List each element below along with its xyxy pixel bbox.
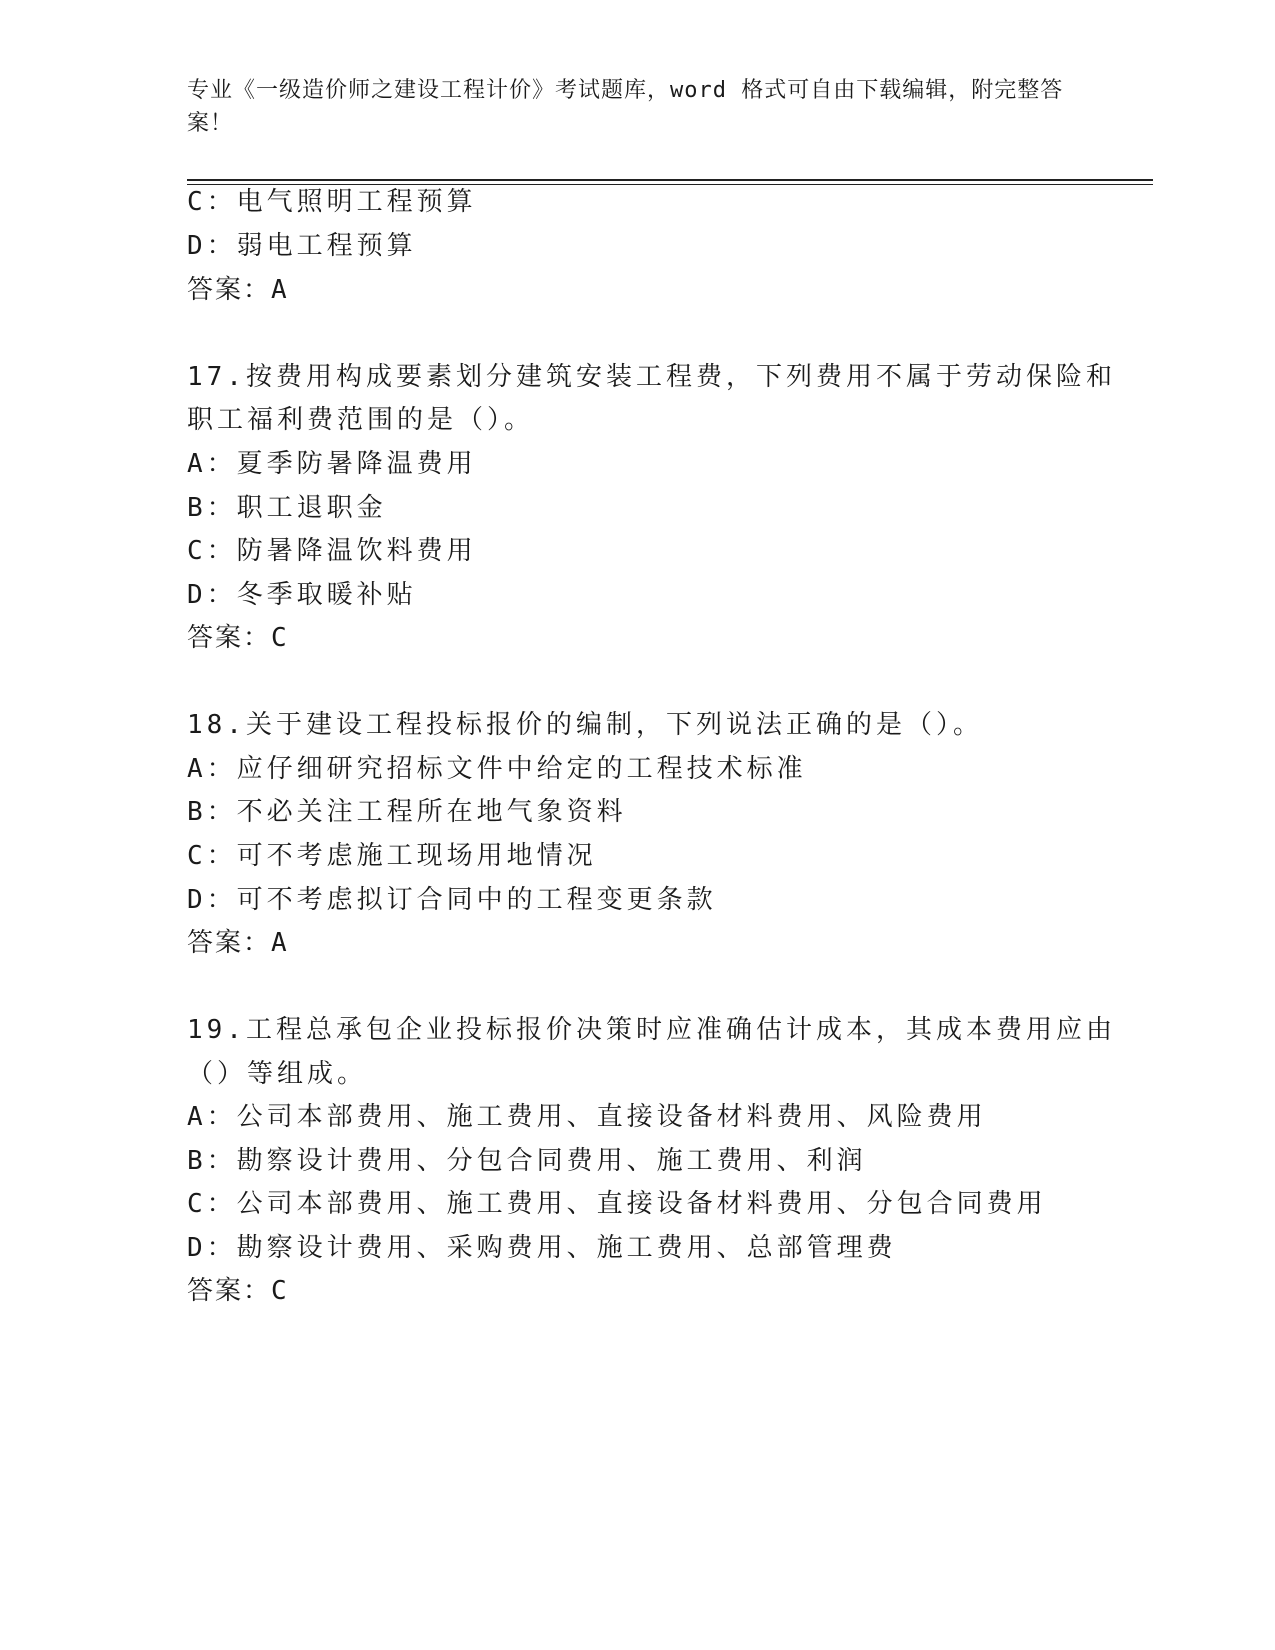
option-a: A：夏季防暑降温费用	[187, 449, 477, 479]
option-d: D：可不考虑拟订合同中的工程变更条款	[187, 885, 717, 915]
question-stem: 职工福利费范围的是（）。	[187, 405, 535, 435]
option-d: D：弱电工程预算	[187, 231, 417, 261]
option-a: A：应仔细研究招标文件中给定的工程技术标准	[187, 754, 807, 784]
option-c: C：电气照明工程预算	[187, 187, 477, 217]
question-stem: 19.工程总承包企业投标报价决策时应准确估计成本，其成本费用应由	[187, 1015, 1116, 1045]
question-stem: 17.按费用构成要素划分建筑安装工程费，下列费用不属于劳动保险和	[187, 362, 1116, 392]
page-header: 专业《一级造价师之建设工程计价》考试题库，word 格式可自由下载编辑，附完整答案！	[187, 78, 1064, 136]
option-b: B：不必关注工程所在地气象资料	[187, 797, 627, 827]
header-divider-thick	[187, 179, 1153, 181]
option-d: D：勘察设计费用、采购费用、施工费用、总部管理费	[187, 1233, 897, 1263]
option-a: A：公司本部费用、施工费用、直接设备材料费用、风险费用	[187, 1102, 987, 1132]
answer-line: 答案：C	[187, 1276, 289, 1306]
question-stem: （）等组成。	[187, 1059, 368, 1089]
option-c: C：防暑降温饮料费用	[187, 536, 477, 566]
answer-line: 答案：A	[187, 275, 289, 305]
option-c: C：可不考虑施工现场用地情况	[187, 841, 597, 871]
answer-line: 答案：C	[187, 623, 289, 653]
option-c: C：公司本部费用、施工费用、直接设备材料费用、分包合同费用	[187, 1189, 1047, 1219]
option-b: B：职工退职金	[187, 493, 387, 523]
option-d: D：冬季取暖补贴	[187, 580, 417, 610]
answer-line: 答案：A	[187, 928, 289, 958]
option-b: B：勘察设计费用、分包合同费用、施工费用、利润	[187, 1146, 867, 1176]
question-stem: 18.关于建设工程投标报价的编制，下列说法正确的是（）。	[187, 710, 983, 740]
